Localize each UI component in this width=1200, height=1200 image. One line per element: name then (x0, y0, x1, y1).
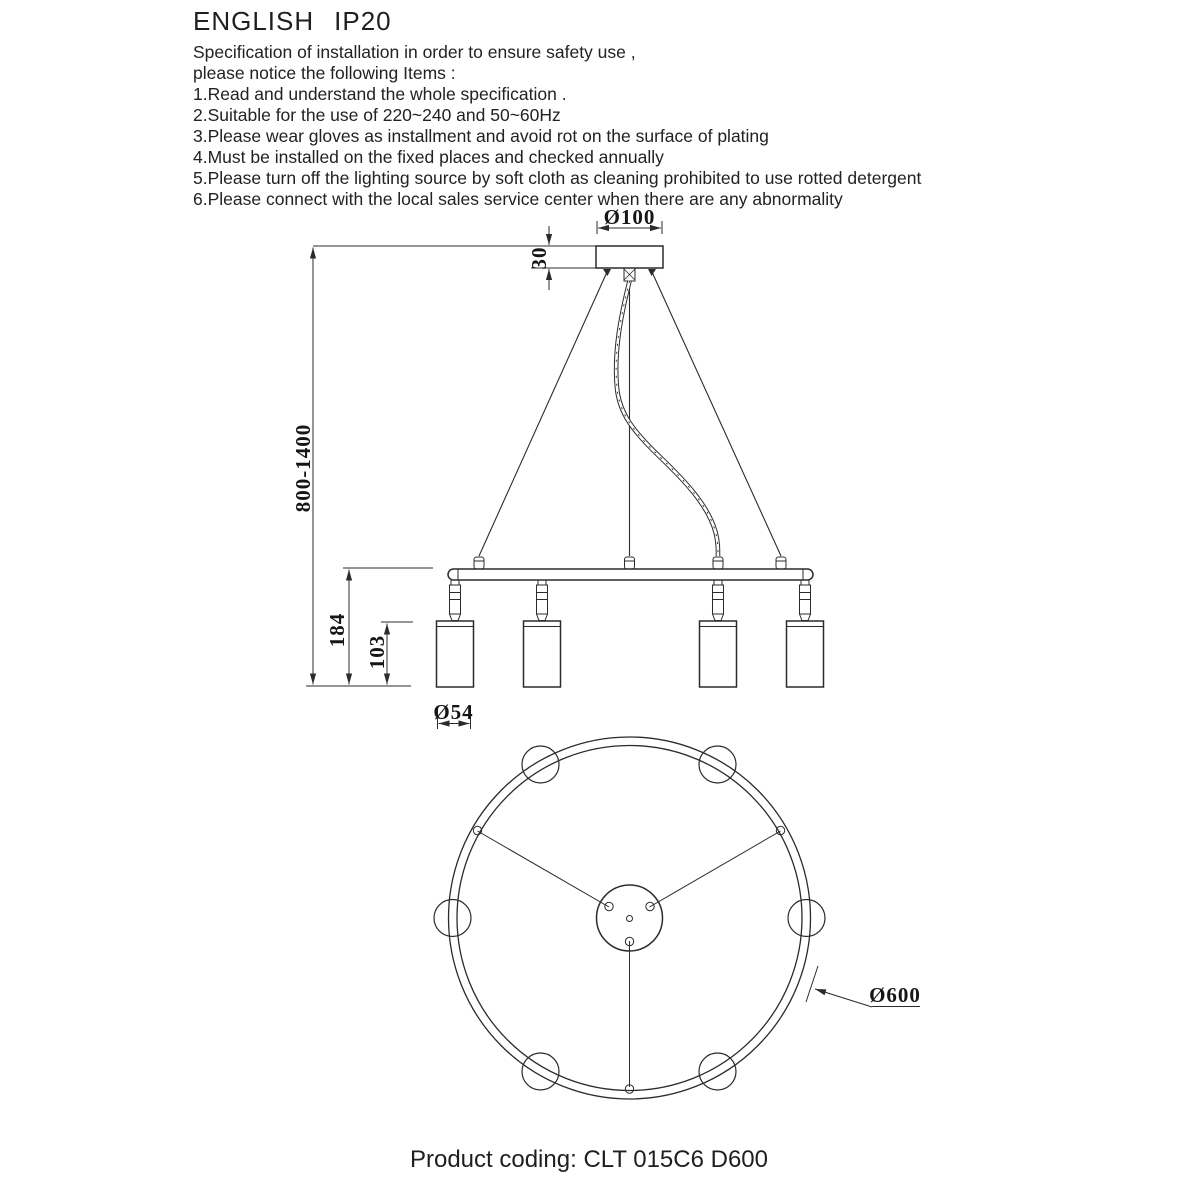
lamp-circle (434, 900, 471, 937)
lamp-stem (450, 580, 461, 621)
ip-rating-label: IP20 (334, 6, 392, 36)
spec-item-5: 5.Please turn off the lighting source by soft cloth as cleaning prohibited to use rotted detergent (193, 168, 922, 188)
power-cord-outline (616, 281, 718, 556)
lamp-circle (788, 900, 825, 937)
language-label: ENGLISH (193, 6, 315, 36)
lamp-shade (524, 621, 561, 687)
lamp-circle (699, 1053, 736, 1090)
dim-label-canopy-height: 30 (527, 246, 551, 270)
spec-intro-line-1: Specification of installation in order to ensure safety use , (193, 42, 636, 62)
lamp-circle (522, 746, 559, 783)
lamp-shades (437, 621, 824, 687)
cable-connector (776, 557, 786, 569)
dimension-ring-diameter (806, 966, 921, 1007)
power-cord (616, 281, 718, 556)
lamp-stems (450, 580, 811, 621)
dim-label-fixture-drop: 184 (325, 612, 349, 648)
spec-intro-line-2: please notice the following Items : (193, 63, 456, 83)
lamp-circle (522, 1053, 559, 1090)
power-cord-core (616, 281, 718, 556)
lamp-shade (700, 621, 737, 687)
spoke-cables (478, 831, 781, 1087)
top-view (434, 737, 921, 1099)
canopy-center-hole (627, 916, 633, 922)
cable-connector (625, 557, 635, 569)
dim-label-canopy-diameter: Ø100 (603, 205, 656, 229)
leader-tick (806, 966, 818, 1002)
dim-label-ring-diameter: Ø600 (869, 983, 921, 1007)
dimension-shade-diameter (433, 700, 473, 729)
spoke-upper-left (478, 831, 610, 907)
suspension-cable-left (479, 272, 607, 556)
spec-item-4: 4.Must be installed on the fixed places and checked annually (193, 147, 664, 167)
ring-bar (448, 569, 813, 580)
cable-connector (474, 557, 484, 569)
dimension-canopy-diameter (597, 205, 662, 234)
product-coding-value: CLT 015C6 D600 (583, 1146, 768, 1173)
suspension-cable-right (652, 272, 781, 556)
spec-item-1: 1.Read and understand the whole specification . (193, 84, 567, 104)
ring-bar-body (448, 569, 813, 580)
lamp-circle (699, 746, 736, 783)
product-coding-label: Product coding: (409, 1146, 577, 1173)
suspension-cables (479, 272, 781, 556)
spec-item-3: 3.Please wear gloves as installment and avoid rot on the surface of plating (193, 126, 769, 146)
spoke-upper-right (650, 831, 781, 907)
power-cord-braid (616, 281, 718, 556)
cable-connectors (474, 557, 786, 569)
dimension-suspension-height (291, 248, 411, 687)
lamp-stem (800, 580, 811, 621)
leader-line (815, 989, 872, 1007)
dimension-shade-height (365, 622, 413, 685)
side-view (291, 205, 824, 729)
side-view-dimensions (291, 205, 662, 729)
lamp-stem (713, 580, 724, 621)
lamp-stem (537, 580, 548, 621)
canopy-body (596, 246, 663, 268)
ceiling-canopy (596, 246, 663, 281)
dim-label-shade-height: 103 (365, 634, 389, 670)
lamp-shade (437, 621, 474, 687)
cord-connector (713, 557, 723, 569)
lamp-shade (787, 621, 824, 687)
dim-label-shade-diameter: Ø54 (433, 700, 474, 724)
dimension-canopy-height (313, 226, 596, 290)
product-coding (0, 1146, 1178, 1174)
spec-item-6: 6.Please connect with the local sales service center when there are any abnormality (193, 189, 843, 209)
spec-item-2: 2.Suitable for the use of 220~240 and 50~60Hz (193, 105, 561, 125)
dim-label-suspension-height: 800-1400 (291, 423, 315, 513)
